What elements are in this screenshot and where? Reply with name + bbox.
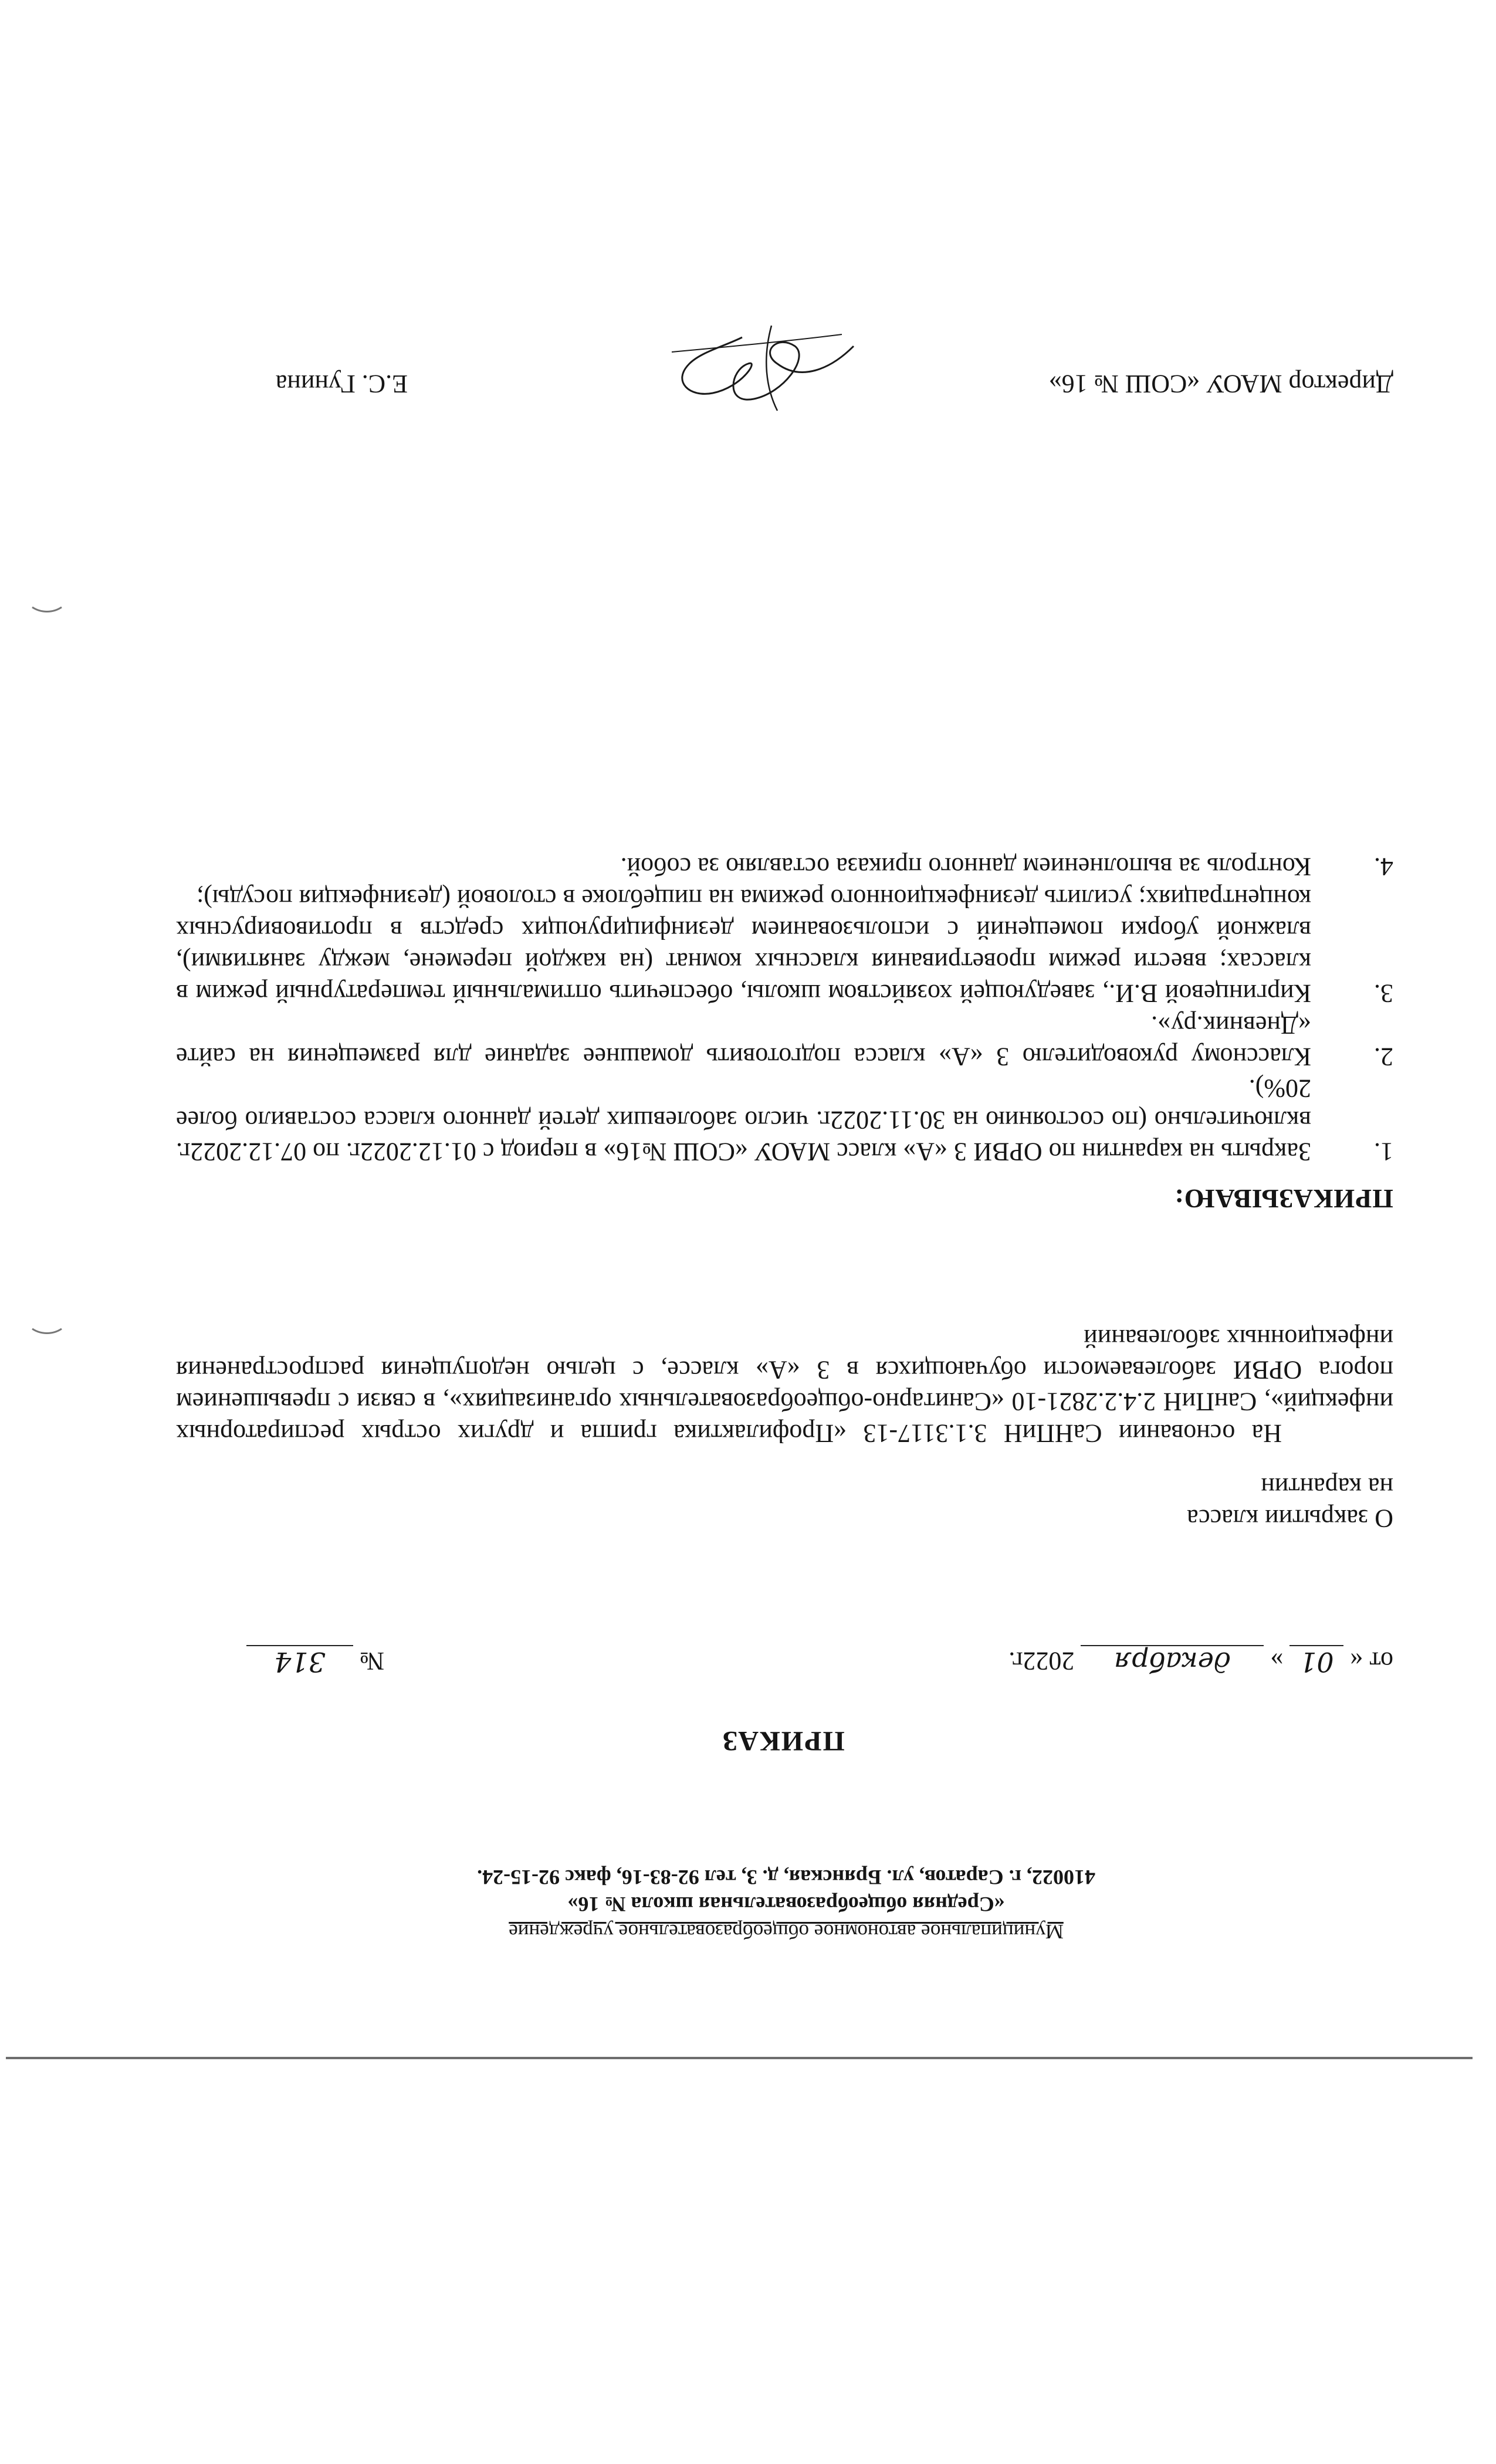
order-item-number: 2. xyxy=(1374,1043,1393,1071)
handwritten-day: 01 xyxy=(1289,1645,1343,1678)
date-day-suffix: » xyxy=(1270,1647,1284,1676)
page-edge-line xyxy=(6,2057,1473,2059)
org-name-line1: Муниципальное автономное общеобразовательное учреждение xyxy=(509,1920,1064,1943)
signature-block xyxy=(132,317,1393,434)
org-name-line2: «Средняя общеобразовательная школа № 16» xyxy=(567,1893,1005,1916)
order-item xyxy=(176,851,1393,882)
handwritten-month: декабря xyxy=(1081,1645,1264,1678)
subject-line2: на карантин xyxy=(1261,1473,1393,1501)
order-item xyxy=(176,1009,1393,1072)
preamble-paragraph: На основании СаНПиН 3.1.3117-13 «Профилактика гриппа и других острых респираторных инфекций», СанПиН 2.4.2.2821-10 «Санитарно-общеобразовательных организациях», в связи с превышением порога ОРВИ заболеваемости обучающихся в 3 «А» классе, с целью недопущения распространения инфекционных заболеваний xyxy=(176,1324,1393,1448)
handwritten-signature xyxy=(654,317,865,434)
order-item-text: Контроль за выполнением данного приказа оставляю за собой. xyxy=(620,852,1311,881)
order-items-list xyxy=(176,851,1393,1167)
date-year: 2022г. xyxy=(1008,1647,1075,1676)
org-address: 410022, г. Саратов, ул. Брянская, д. 3, тел 92-83-16, факс 92-15-24. xyxy=(477,1866,1095,1889)
subject-line1: О закрытии класса xyxy=(1187,1504,1393,1533)
order-item xyxy=(176,1072,1393,1167)
signatory-position: Директор МАОУ «СОШ № 16» xyxy=(1048,370,1393,398)
order-item-text: Киргинцевой В.И., заведующей хозяйством школы, обеспечить оптимальный температурный режим в классах; ввести режим проветривания классных комнат (на каждой перемене, между занятиями), влажной уборки помещений с использованием дезинфицирующих средств в противовирусных концентрациях; усилить дезинфекционного режима на пищеблоке в столовой (дезинфекция посуды); xyxy=(176,884,1311,1008)
order-item-text: Классному руководителю 3 «А» класса подготовить домашнее задание для размещения на сайте «Дневник.ру». xyxy=(176,1011,1311,1071)
order-item-number: 4. xyxy=(1374,852,1393,881)
order-date xyxy=(1008,1645,1393,1678)
order-item-number: 3. xyxy=(1374,979,1393,1008)
letterhead xyxy=(405,1864,1167,1945)
order-item xyxy=(176,882,1393,1009)
order-number xyxy=(246,1645,384,1678)
order-subject xyxy=(1187,1471,1393,1534)
date-prefix: от « xyxy=(1350,1647,1393,1676)
handwritten-number: 314 xyxy=(246,1645,353,1678)
number-prefix: № xyxy=(360,1647,384,1676)
order-date-number-line xyxy=(161,1631,1393,1678)
order-item-text: Закрыть на карантин по ОРВИ 3 «А» класс МАОУ «СОШ №16» в период с 01.12.2022г. по 07.12.2022г. включительно (по состоянию на 30.11.2022г. число заболевших детей данного класса составило более 20%). xyxy=(176,1074,1311,1166)
orders-heading: ПРИКАЗЫВАЮ: xyxy=(1174,1184,1393,1214)
signatory-name: Е.С. Гунина xyxy=(275,370,408,398)
order-item-number: 1. xyxy=(1374,1138,1393,1166)
scan-punch-mark xyxy=(29,604,65,616)
scan-punch-mark xyxy=(29,1326,65,1338)
document-title: ПРИКАЗ xyxy=(722,1725,845,1756)
